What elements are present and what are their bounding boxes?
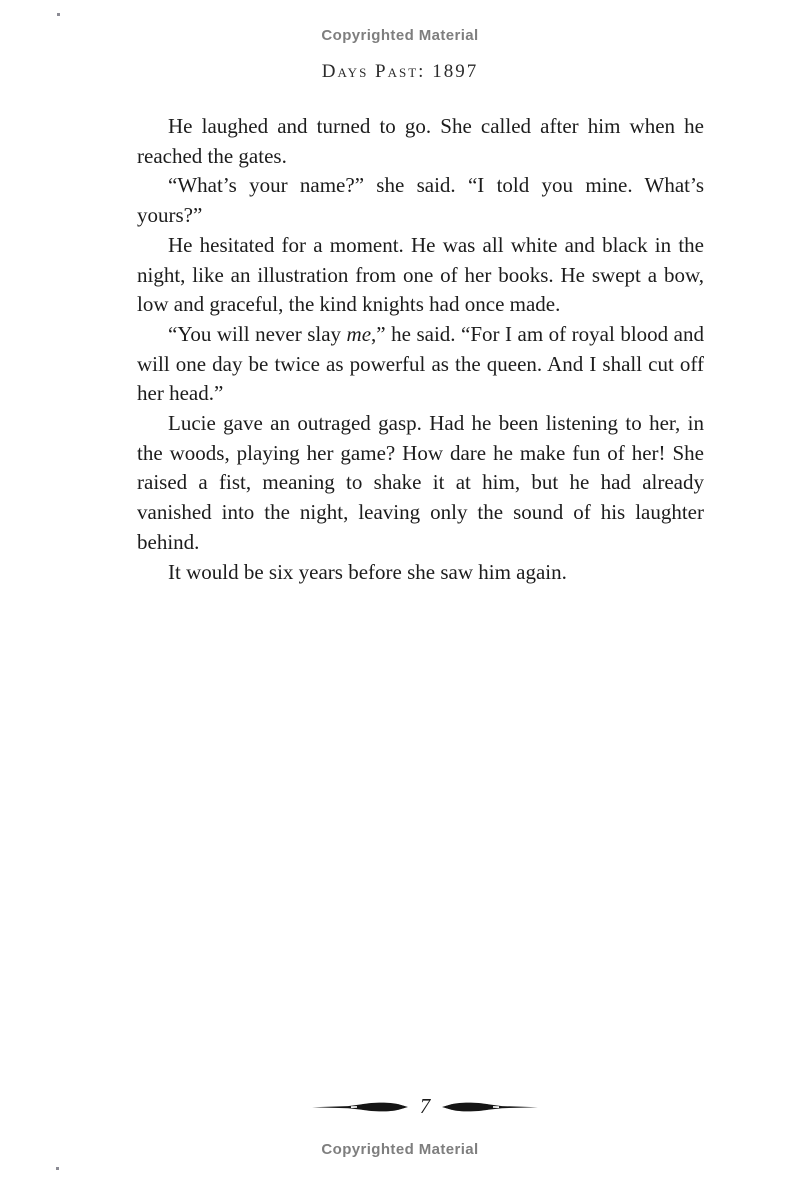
paragraph: It would be six years before she saw him again. xyxy=(168,559,567,584)
paragraph: “You will never slay me,” he said. “For I am of royal blood and will one day be twice as powerful as the queen. And I shall cut off her head.” xyxy=(137,321,704,406)
sword-flourish-left-icon xyxy=(312,1100,409,1114)
copyright-notice-bottom: Copyrighted Material xyxy=(321,1141,479,1158)
copyright-notice-top: Copyrighted Material xyxy=(321,27,479,44)
paragraph: He laughed and turned to go. She called after him when he reached the gates. xyxy=(137,114,704,168)
paragraph: Lucie gave an outraged gasp. Had he been listening to her, in the woods, playing her game? How dare he make fun of her! She raised a fist, meaning to shake it at him, but he had already vanished into the night, leaving only the sound of his laughter behind. xyxy=(137,411,704,554)
scan-artifact-dot-top xyxy=(57,13,60,16)
sword-flourish-right-icon xyxy=(441,1100,538,1114)
body-text xyxy=(137,112,704,587)
scan-artifact-dot-bottom xyxy=(56,1167,59,1170)
page-number: 7 xyxy=(419,1094,431,1118)
running-head: Days Past: 1897 xyxy=(321,61,479,82)
page-footer xyxy=(25,1096,800,1117)
paragraph: “What’s your name?” she said. “I told you mine. What’s yours?” xyxy=(137,173,704,228)
paragraph: He hesitated for a moment. He was all white and black in the night, like an illustration from one of her books. He swept a bow, low and graceful, the kind knights had once made. xyxy=(137,232,704,317)
